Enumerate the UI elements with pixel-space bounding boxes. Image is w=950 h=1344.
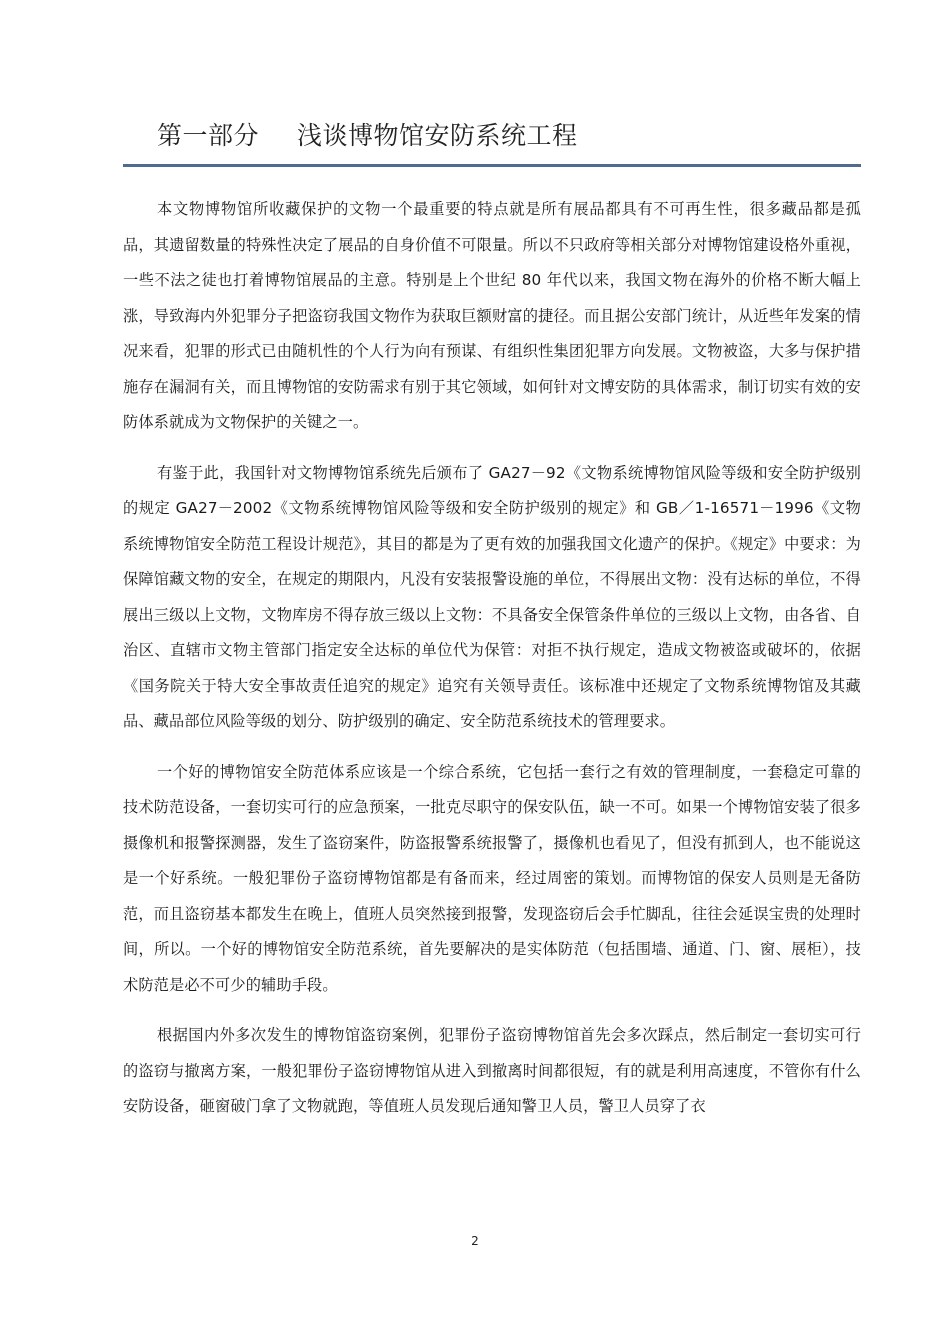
section-heading xyxy=(157,116,578,156)
section-title: 浅谈博物馆安防系统工程 xyxy=(297,121,578,150)
paragraph-2: 有鉴于此，我国针对文物博物馆系统先后颁布了 GA27－92《文物系统博物馆风险等级和安全防护级别的规定 GA27－2002《文物系统博物馆风险等级和安全防护级别的规定》和 GB／1-16571－1996《文物系统博物馆安全防范工程设计规范》，其目的都是为了更有效的加强我国文化遗产的保护。《规定》中要求：为保障馆藏文物的安全，在规定的期限内，凡没有安装报警设施的单位，不得展出文物：没有达标的单位，不得展出三级以上文物，文物库房不得存放三级以上文物：不具备安全保管条件单位的三级以上文物，由各省、自治区、直辖市文物主管部门指定安全达标的单位代为保管：对拒不执行规定，造成文物被盗或破坏的，依据《国务院关于特大安全事故责任追究的规定》追究有关领导责任。该标准中还规定了文物系统博物馆及其藏品、藏品部位风险等级的划分、防护级别的确定、安全防范系统技术的管理要求。 xyxy=(123,463,861,730)
paragraph-1: 本文物博物馆所收藏保护的文物一个最重要的特点就是所有展品都具有不可再生性，很多藏品都是孤品，其遗留数量的特殊性决定了展品的自身价值不可限量。所以不只政府等相关部分对博物馆建设格外重视，一些不法之徒也打着博物馆展品的主意。特别是上个世纪 80 年代以来，我国文物在海外的价格不断大幅上涨，导致海内外犯罪分子把盗窃我国文物作为获取巨额财富的捷径。而且据公安部门统计，从近些年发案的情况来看，犯罪的形式已由随机性的个人行为向有预谋、有组织性集团犯罪方向发展。文物被盗，大多与保护措施存在漏洞有关，而且博物馆的安防需求有别于其它领域，如何针对文博安防的具体需求，制订切实有效的安防体系就成为文物保护的关键之一。 xyxy=(123,200,861,431)
body-text xyxy=(123,192,861,1140)
page-number: 2 xyxy=(471,1234,479,1248)
paragraph-3: 一个好的博物馆安全防范体系应该是一个综合系统，它包括一套行之有效的管理制度，一套稳定可靠的技术防范设备，一套切实可行的应急预案，一批克尽职守的保安队伍，缺一不可。如果一个博物馆安装了很多摄像机和报警探测器，发生了盗窃案件，防盗报警系统报警了，摄像机也看见了，但没有抓到人，也不能说这是一个好系统。一般犯罪份子盗窃博物馆都是有备而来，经过周密的策划。而博物馆的保安人员则是无备防范，而且盗窃基本都发生在晚上，值班人员突然接到报警，发现盗窃后会手忙脚乱，往往会延误宝贵的处理时间，所以。一个好的博物馆安全防范系统，首先要解决的是实体防范（包括围墙、通道、门、窗、展柜），技术防范是必不可少的辅助手段。 xyxy=(123,762,861,994)
paragraph-4: 根据国内外多次发生的博物馆盗窃案例，犯罪份子盗窃博物馆首先会多次踩点，然后制定一套切实可行的盗窃与撤离方案，一般犯罪份子盗窃博物馆从进入到撤离时间都很短，有的就是利用高速度，不管你有什么安防设备，砸窗破门拿了文物就跑，等值班人员发现后通知警卫人员，警卫人员穿了衣 xyxy=(123,1026,861,1115)
heading-underline xyxy=(123,164,861,167)
section-part-label: 第一部分 xyxy=(157,121,260,150)
